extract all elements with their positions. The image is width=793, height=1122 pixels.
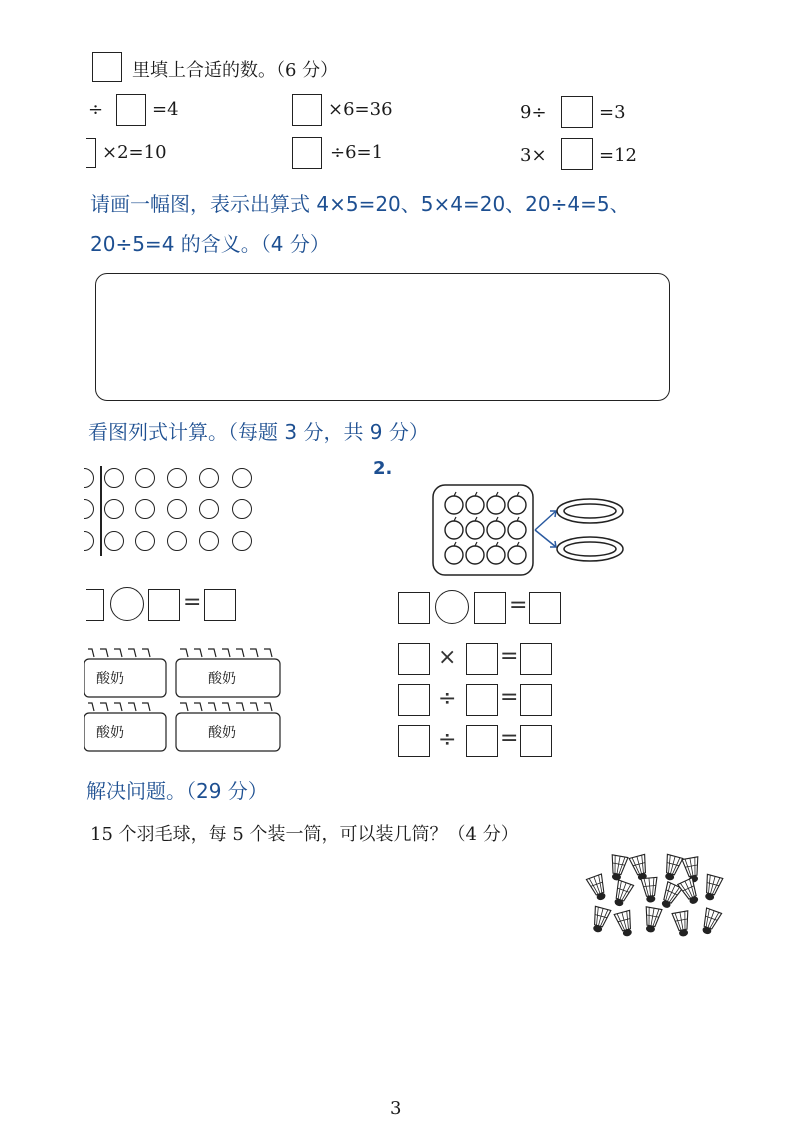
yogurt-label: 酸奶 (208, 671, 236, 687)
circle-icon (135, 499, 155, 519)
answer-box[interactable] (148, 589, 180, 621)
circle-icon (135, 468, 155, 488)
answer-box[interactable] (466, 725, 498, 757)
answer-box[interactable] (398, 725, 430, 757)
divide-sign: ÷ (438, 686, 457, 711)
equals-sign: = (500, 644, 519, 669)
equals-sign: = (500, 726, 519, 751)
circle-icon (84, 499, 94, 519)
answer-box[interactable] (520, 725, 552, 757)
answer-box[interactable] (398, 684, 430, 716)
circle-icon (167, 531, 187, 551)
row1-b-tail: ×6=36 (328, 99, 393, 120)
circle-icon (199, 531, 219, 551)
row2-c-head: 3× (520, 145, 547, 166)
answer-box[interactable] (398, 643, 430, 675)
apple-plates-figure (430, 482, 630, 582)
answer-box[interactable] (520, 643, 552, 675)
circle-icon (199, 499, 219, 519)
page-number: 3 (390, 1098, 402, 1119)
section2-line2: 20÷5=4 的含义。（4 分） (90, 232, 330, 256)
operator-circle[interactable] (435, 590, 469, 624)
circle-icon (84, 468, 94, 488)
question-1: 15 个羽毛球，每 5 个装一筒，可以装几筒？（4 分） (90, 824, 519, 845)
section1-heading: 里填上合适的数。（6 分） (132, 60, 339, 81)
answer-box[interactable] (561, 96, 593, 128)
section4-heading: 解决问题。（29 分） (86, 779, 268, 803)
equals-sign: = (183, 590, 202, 615)
answer-box-partial[interactable] (86, 138, 96, 168)
operator-circle[interactable] (110, 587, 144, 621)
yogurt-label: 酸奶 (96, 725, 124, 741)
section3-heading: 看图列式计算。（每题 3 分，共 9 分） (88, 420, 429, 444)
times-sign: × (438, 645, 457, 670)
yogurt-label: 酸奶 (208, 725, 236, 741)
yogurt-label: 酸奶 (96, 671, 124, 687)
equals-sign: = (500, 685, 519, 710)
circle-icon (104, 531, 124, 551)
row2-c-tail: =12 (599, 145, 637, 166)
row1-a-op: ÷ (88, 99, 104, 120)
circle-icon (167, 468, 187, 488)
circle-icon (135, 531, 155, 551)
drawing-area[interactable] (95, 273, 670, 401)
heading-answer-box-icon (92, 52, 122, 82)
circle-grid (84, 466, 264, 556)
answer-box[interactable] (561, 138, 593, 170)
problem-2-label: 2. (373, 458, 393, 479)
row1-c-tail: =3 (599, 102, 626, 123)
row1-a-tail: =4 (152, 99, 179, 120)
shuttlecocks-figure (580, 852, 730, 944)
circle-icon (104, 499, 124, 519)
circle-icon (167, 499, 187, 519)
row2-b-tail: ÷6=1 (330, 142, 384, 163)
section2-line1: 请画一幅图，表示出算式 4×5=20、5×4=20、20÷4=5、 (90, 192, 630, 216)
circle-icon (104, 468, 124, 488)
answer-box[interactable] (466, 684, 498, 716)
answer-box[interactable] (204, 589, 236, 621)
answer-box[interactable] (520, 684, 552, 716)
answer-box[interactable] (292, 94, 322, 126)
answer-box[interactable] (474, 592, 506, 624)
answer-box[interactable] (292, 137, 322, 169)
row1-c-head: 9÷ (520, 102, 547, 123)
divide-sign: ÷ (438, 727, 457, 752)
answer-box[interactable] (398, 592, 430, 624)
answer-box[interactable] (116, 94, 146, 126)
answer-box-partial[interactable] (86, 589, 104, 621)
answer-box[interactable] (529, 592, 561, 624)
circle-icon (232, 499, 252, 519)
circle-icon (232, 531, 252, 551)
row2-a-tail: ×2=10 (102, 142, 167, 163)
circle-icon (232, 468, 252, 488)
bracket-line (100, 466, 102, 556)
circle-icon (199, 468, 219, 488)
answer-box[interactable] (466, 643, 498, 675)
equals-sign: = (509, 593, 528, 618)
circle-icon (84, 531, 94, 551)
